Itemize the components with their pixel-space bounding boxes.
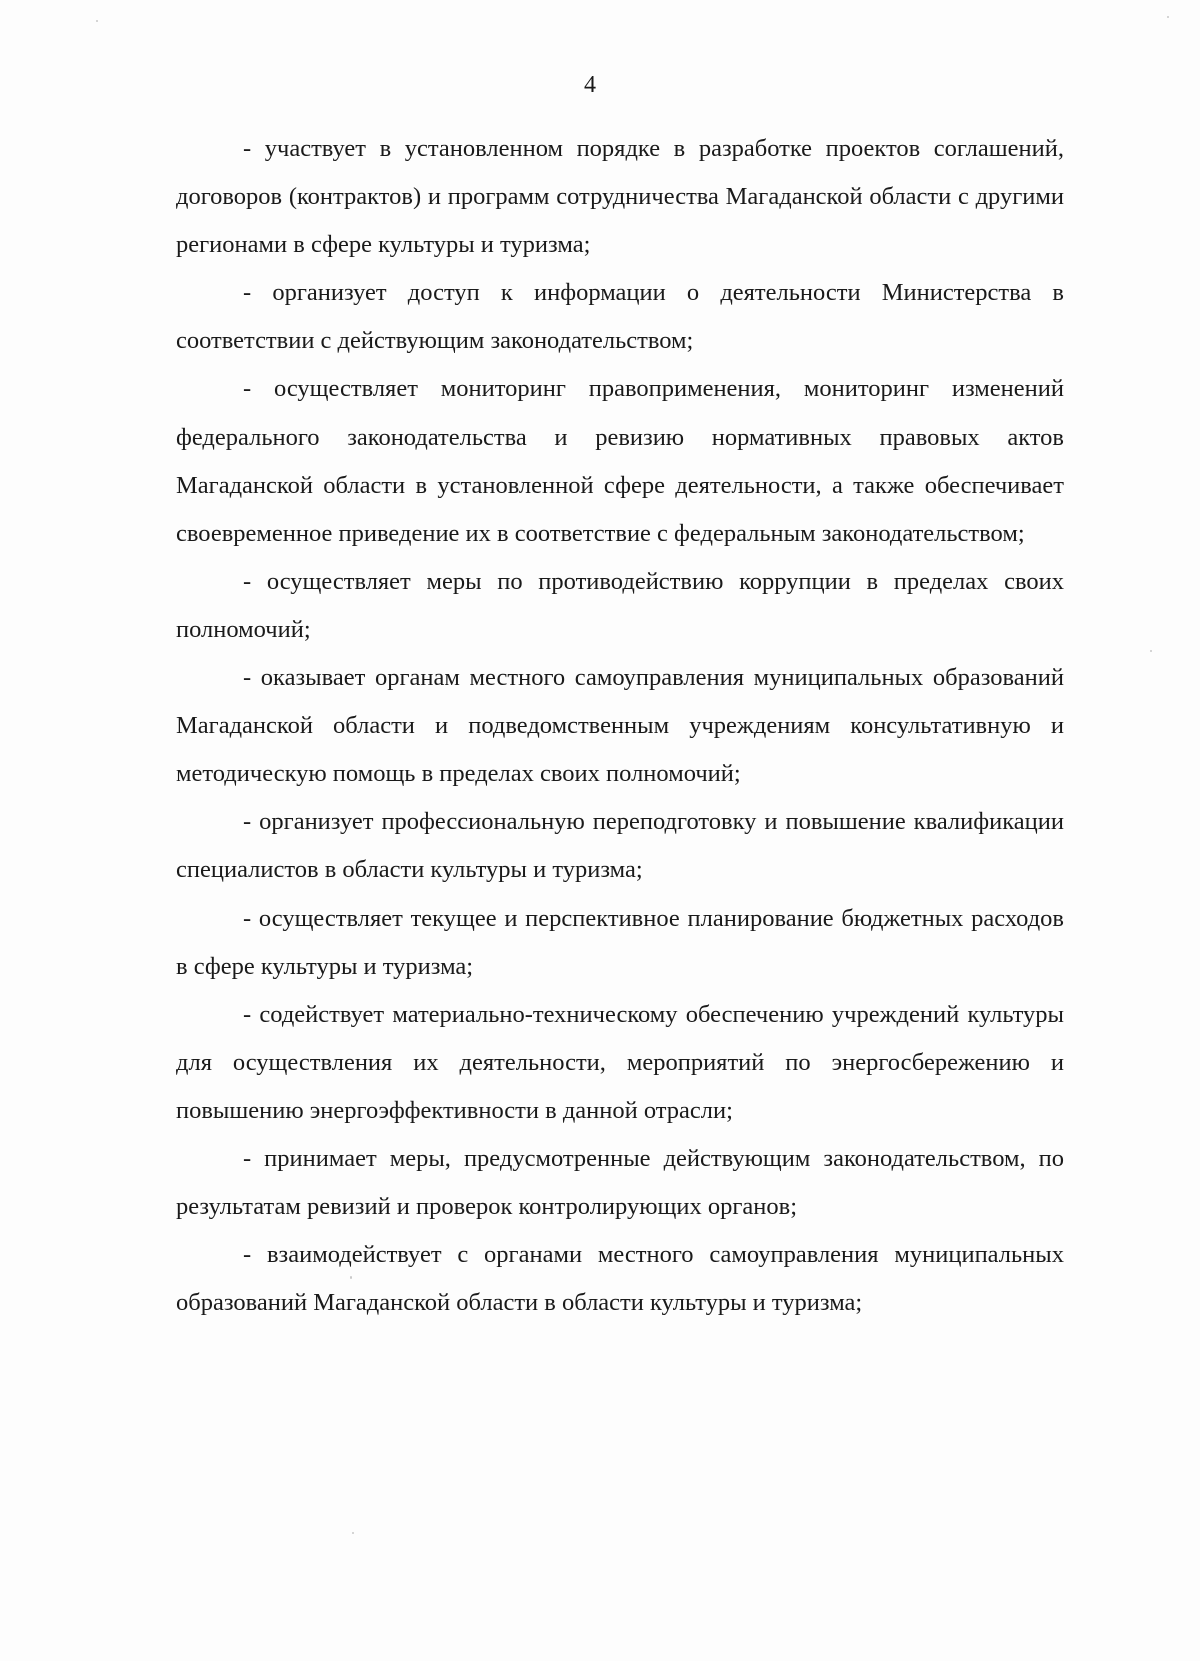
scan-speck [350, 1276, 352, 1279]
paragraph-9: - принимает меры, предусмотренные действующим законодательством, по результатам ревизий и проверок контролирующих органов; [176, 1144, 1064, 1221]
paragraph-7: - осуществляет текущее и перспективное планирование бюджетных расходов в сфере культуры и туризма; [176, 904, 1064, 980]
scan-speck [1150, 650, 1152, 652]
document-body [176, 125, 1064, 1327]
scan-speck [1167, 16, 1169, 18]
paragraph-4: - осуществляет меры по противодействию коррупции в пределах своих полномочий; [176, 567, 1064, 643]
paragraph-8: - содействует материально-техническому обеспечению учреждений культуры для осуществления их деятельности, мероприятий по энергосбережению и повышению энергоэффективности в данной отрасли; [176, 1000, 1064, 1124]
paragraph-2: - организует доступ к информации о деятельности Министерства в соответствии с действующим законодательством; [176, 279, 1064, 355]
scan-speck [96, 20, 98, 22]
paragraph-1: - участвует в установленном порядке в разработке проектов соглашений, договоров (контрактов) и программ сотрудничества Магаданской области с другими регионами в сфере культуры и туризма; [176, 135, 1064, 259]
paragraph-5: - оказывает органам местного самоуправления муниципальных образований Магаданской области и подведомственным учреждениям консультативную и методическую помощь в пределах своих полномочий; [176, 664, 1064, 788]
page-number: 4 [584, 72, 596, 98]
paragraph-10: - взаимодействует с органами местного самоуправления муниципальных образований Магаданской области в области культуры и туризма; [176, 1241, 1064, 1317]
paragraph-6: - организует профессиональную переподготовку и повышение квалификации специалистов в области культуры и туризма; [176, 808, 1064, 884]
scan-speck [352, 1532, 354, 1534]
paragraph-3: - осуществляет мониторинг правоприменения, мониторинг изменений федерального законодательства и ревизию нормативных правовых актов Магаданской области в установленной сфере деятельности, а также обеспечивает своевременное приведение их в соответствие с федеральным законодательством; [176, 375, 1064, 547]
